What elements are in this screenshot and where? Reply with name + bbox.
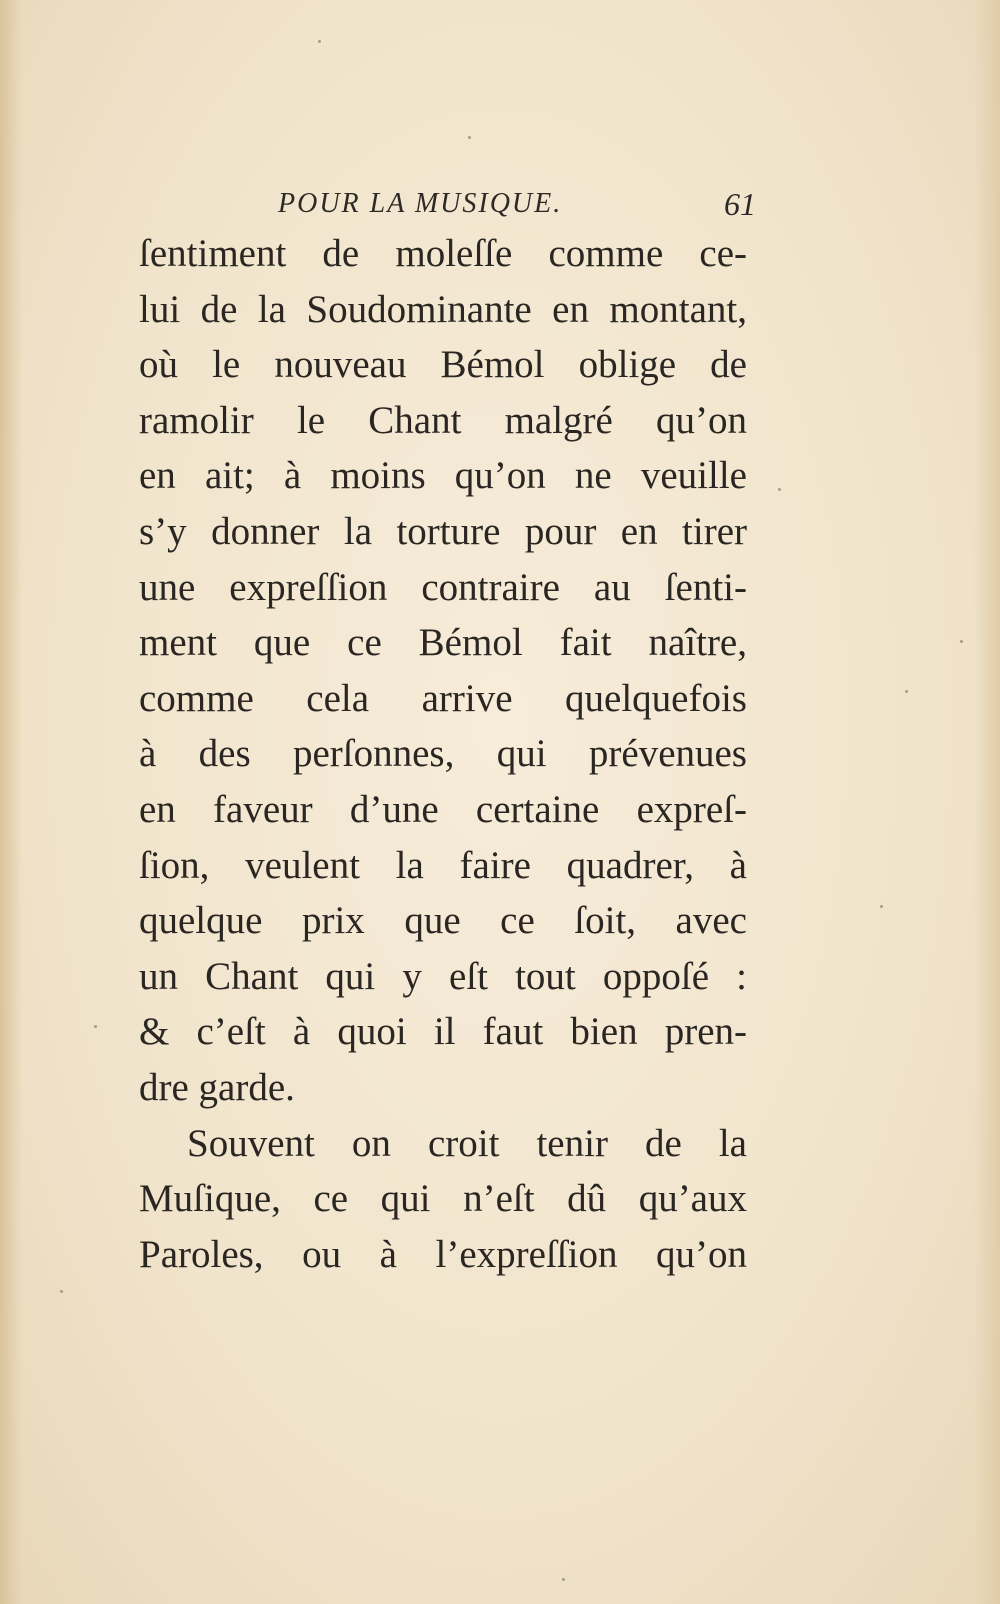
text-line: Souvent on croit tenir de la [187, 1121, 747, 1165]
text-line: comme cela arrive quelquefois [139, 676, 747, 720]
paper-speck [318, 40, 321, 43]
paper-speck [905, 690, 908, 693]
text-line: en faveur d’une certaine expreſ- [139, 787, 747, 831]
text-line: ramolir le Chant malgré qu’on [139, 398, 747, 442]
paper-speck [880, 905, 883, 908]
page-edge-left [0, 0, 22, 1604]
text-line: ſion, veulent la faire quadrer, à [139, 843, 747, 887]
text-line: en ait; à moins qu’on ne veuille [139, 454, 747, 498]
page-header [278, 188, 756, 230]
text-line: à des perſonnes, qui prévenues [139, 732, 747, 776]
paper-speck [778, 488, 781, 491]
text-line: Paroles, ou à l’expreſſion qu’on [139, 1232, 747, 1276]
page-number: 61 [724, 186, 756, 222]
paper-speck [60, 1290, 63, 1293]
paper-speck [960, 640, 963, 643]
text-line: une expreſſion contraire au ſenti- [139, 565, 747, 609]
paper-speck [94, 1025, 97, 1028]
text-line: ment que ce Bémol fait naître, [139, 621, 747, 665]
text-line: ſentiment de moleſſe comme ce- [139, 232, 747, 275]
text-line: quelque prix que ce ſoit, avec [139, 899, 747, 943]
page-edge-right [974, 0, 1000, 1604]
text-line: Muſique, ce qui n’eſt dû qu’aux [139, 1177, 747, 1221]
text-line: un Chant qui y eſt tout oppoſé : [139, 954, 747, 998]
text-line: où le nouveau Bémol oblige de [139, 343, 747, 387]
paper-speck [468, 136, 471, 139]
running-head: POUR LA MUSIQUE. [278, 188, 563, 219]
body-text [139, 226, 747, 1282]
text-line: & c’eſt à quoi il faut bien pren- [139, 1010, 747, 1054]
paper-speck [562, 1578, 565, 1581]
text-line: s’y donner la torture pour en tirer [139, 509, 747, 553]
text-line: dre garde. [139, 1065, 295, 1109]
text-line: lui de la Soudominante en montant, [139, 287, 747, 331]
